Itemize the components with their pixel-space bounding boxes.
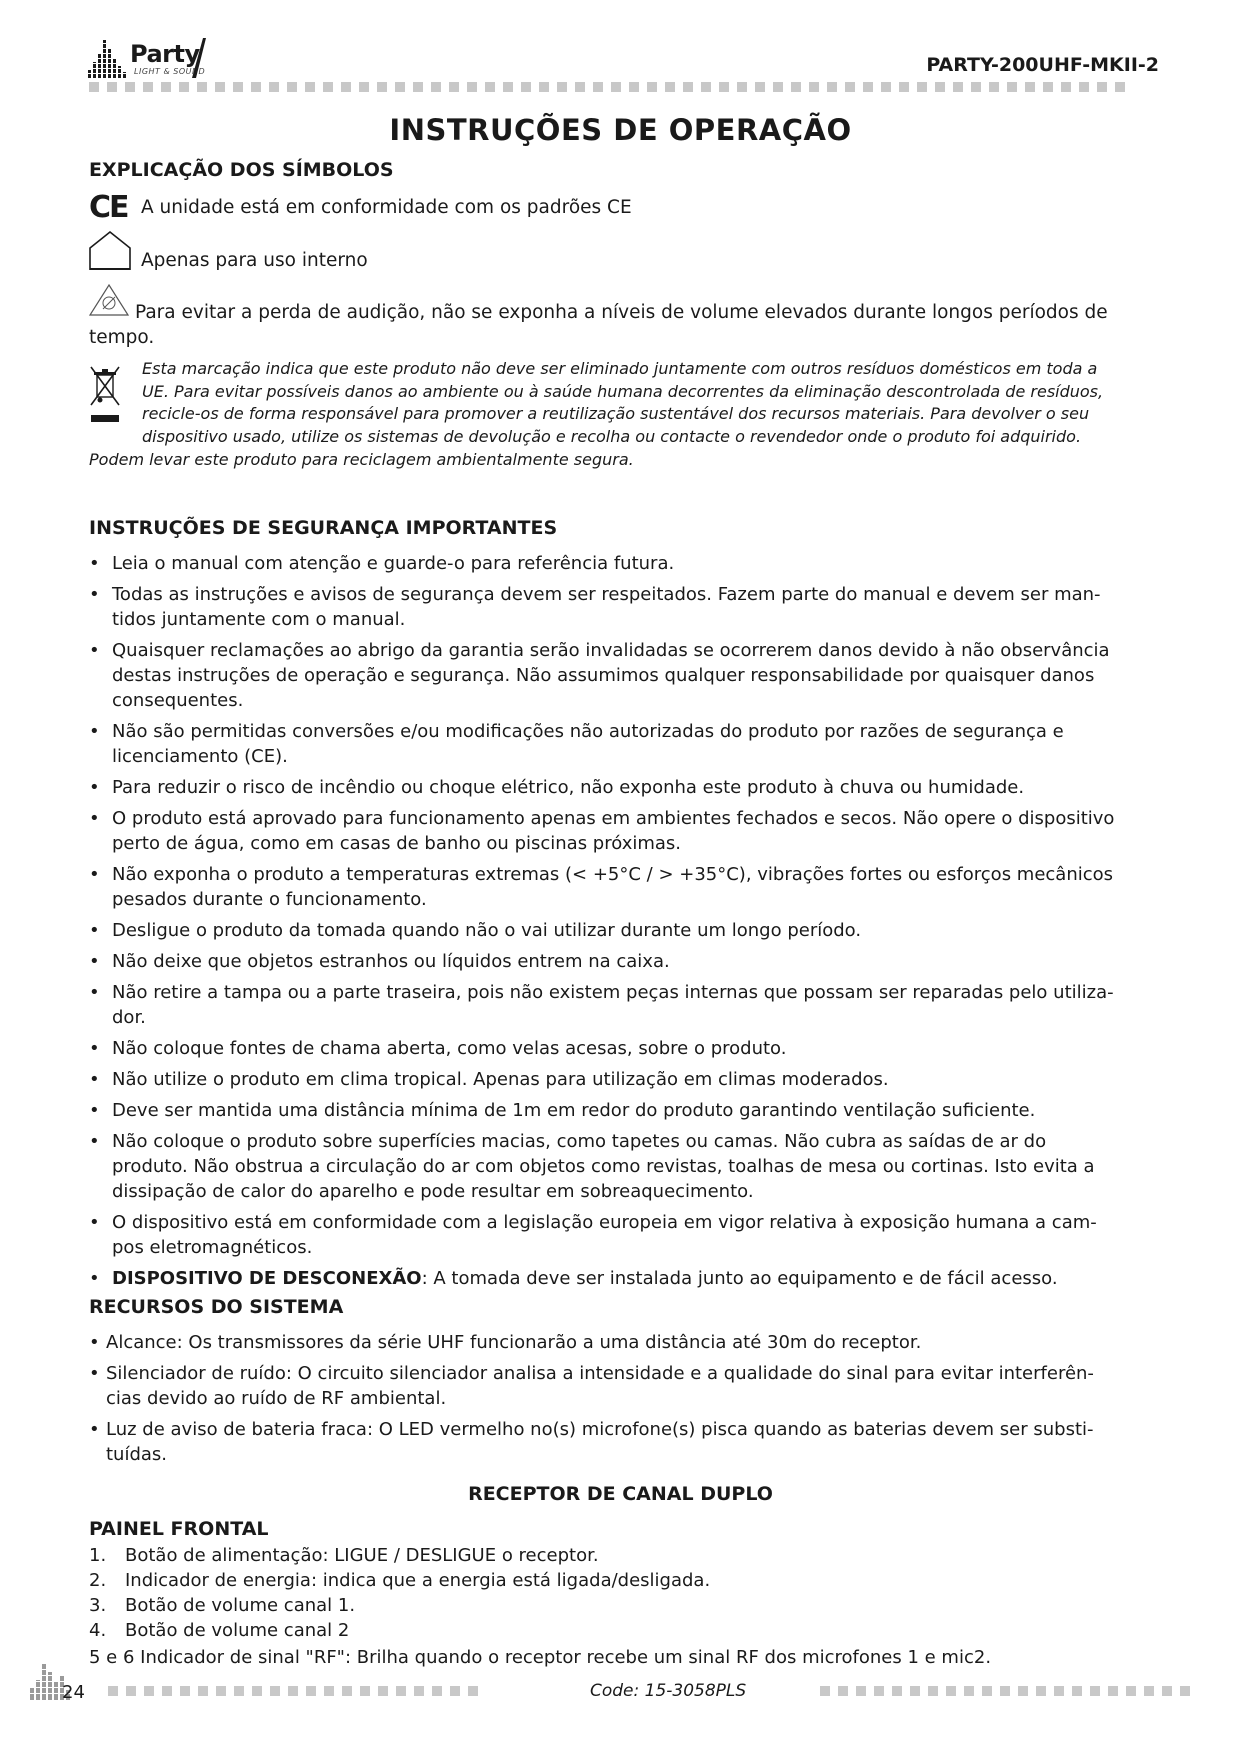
logo-wordmark: Party — [130, 40, 200, 68]
divider-square — [305, 82, 315, 92]
divider-square — [953, 82, 963, 92]
divider-square — [216, 1686, 226, 1696]
item-text: Indicador de energia: indica que a energia está ligada/desligada. — [125, 1570, 711, 1591]
safety-item — [89, 806, 1169, 856]
product-code: Code: 15-3058PLS — [590, 1681, 747, 1701]
hearing-warning-icon — [88, 282, 130, 318]
front-panel-item — [89, 1618, 710, 1643]
divider-square — [737, 82, 747, 92]
safety-item — [89, 980, 1169, 1030]
divider-square — [1018, 1686, 1028, 1696]
safety-item-line: perto de água, como em casas de banho ou piscinas próximas. — [112, 833, 682, 854]
divider-square — [1061, 82, 1071, 92]
indoor-use-icon — [88, 228, 132, 272]
divider-square — [910, 1686, 920, 1696]
divider-square — [341, 82, 351, 92]
divider-square — [126, 1686, 136, 1696]
divider-square — [107, 82, 117, 92]
safety-item — [89, 1210, 1169, 1260]
divider-square — [809, 82, 819, 92]
safety-item-line: • Não exponha o produto a temperaturas extremas (< +5°C / > +35°C), vibrações fortes ou esforços mecânicos — [112, 864, 1114, 885]
divider-square — [1108, 1686, 1118, 1696]
model-number: PARTY-200UHF-MKII-2 — [926, 54, 1159, 76]
divider-square — [935, 82, 945, 92]
divider-square — [215, 82, 225, 92]
divider-square — [899, 82, 909, 92]
item-number: 1. — [89, 1545, 107, 1566]
item-number: 4. — [89, 1620, 107, 1641]
safety-item-line: licenciamento (CE). — [112, 746, 288, 767]
divider-square — [467, 82, 477, 92]
divider-square — [414, 1686, 424, 1696]
divider-square — [557, 82, 567, 92]
safety-item-line: • Não coloque fontes de chama aberta, como velas acesas, sobre o produto. — [112, 1038, 787, 1059]
divider-square — [431, 82, 441, 92]
front-panel-heading: PAINEL FRONTAL — [89, 1518, 269, 1540]
hearing-warning-text-cont: tempo. — [89, 327, 155, 348]
divider-square — [198, 1686, 208, 1696]
divider-square — [378, 1686, 388, 1696]
safety-item-line: • Não retire a tampa ou a parte traseira, pois não existem peças internas que possam ser reparadas pelo utiliza- — [112, 982, 1114, 1003]
divider-square — [539, 82, 549, 92]
feature-item — [89, 1361, 1169, 1411]
safety-item-line: • O produto está aprovado para funcionamento apenas em ambientes fechados e secos. Não opere o dispositivo — [112, 808, 1115, 829]
item-number: 3. — [89, 1595, 107, 1616]
divider-square — [892, 1686, 902, 1696]
divider-square — [323, 82, 333, 92]
divider-square — [359, 82, 369, 92]
divider-square — [856, 1686, 866, 1696]
divider-square — [755, 82, 765, 92]
safety-item-last — [89, 1266, 1169, 1291]
divider-square — [820, 1686, 830, 1696]
divider-square — [234, 1686, 244, 1696]
divider-square — [1036, 1686, 1046, 1696]
safety-item-line: • O dispositivo está em conformidade com a legislação europeia em vigor relativa à exposição humana a cam- — [112, 1212, 1097, 1233]
divider-square — [928, 1686, 938, 1696]
equalizer-logo-icon — [88, 36, 128, 80]
front-panel-item — [89, 1568, 710, 1593]
divider-square — [377, 82, 387, 92]
divider-square — [287, 82, 297, 92]
divider-square — [270, 1686, 280, 1696]
divider-square — [845, 82, 855, 92]
divider-square — [683, 82, 693, 92]
divider-square — [917, 82, 927, 92]
divider-square — [1115, 82, 1125, 92]
safety-item-line: pos eletromagnéticos. — [112, 1237, 313, 1258]
item-text: Botão de alimentação: LIGUE / DESLIGUE o receptor. — [125, 1545, 599, 1566]
divider-square — [1144, 1686, 1154, 1696]
divider-square — [288, 1686, 298, 1696]
divider-square — [611, 82, 621, 92]
divider-square — [629, 82, 639, 92]
divider-square — [575, 82, 585, 92]
brand-logo — [88, 36, 228, 80]
safety-item-line: consequentes. — [112, 690, 244, 711]
divider-square — [342, 1686, 352, 1696]
divider-square — [1025, 82, 1035, 92]
divider-square — [647, 82, 657, 92]
safety-item — [89, 862, 1169, 912]
ce-description: A unidade está em conformidade com os padrões CE — [141, 197, 632, 218]
safety-item-line: pesados durante o funcionamento. — [112, 889, 427, 910]
divider-square — [946, 1686, 956, 1696]
divider-square — [1043, 82, 1053, 92]
divider-square — [1180, 1686, 1190, 1696]
footer-divider-right — [820, 1686, 1190, 1696]
safety-item-line: • Quaisquer reclamações ao abrigo da garantia serão invalidadas se ocorrerem danos devido à não observância — [112, 640, 1110, 661]
divider-square — [1162, 1686, 1172, 1696]
safety-item — [89, 551, 1169, 576]
divider-square — [143, 82, 153, 92]
feature-item-line: • Luz de aviso de bateria fraca: O LED vermelho no(s) microfone(s) pisca quando as baterias devem ser substi- — [106, 1419, 1094, 1440]
weee-line: UE. Para evitar possíveis danos ao ambiente ou à saúde humana decorrentes da eliminação descontrolada de resíduos, — [142, 381, 1104, 401]
safety-item-line: • Todas as instruções e avisos de segurança devem ser respeitados. Fazem parte do manual e devem ser man- — [112, 584, 1101, 605]
logo-slash-icon — [192, 38, 206, 78]
divider-square — [881, 82, 891, 92]
divider-square — [773, 82, 783, 92]
safety-item — [89, 918, 1169, 943]
safety-item — [89, 775, 1169, 800]
item-text: Botão de volume canal 2 — [125, 1620, 350, 1641]
divider-square — [197, 82, 207, 92]
symbols-heading: EXPLICAÇÃO DOS SÍMBOLOS — [89, 159, 394, 181]
features-heading: RECURSOS DO SISTEMA — [89, 1296, 344, 1318]
feature-item — [89, 1417, 1169, 1467]
feature-item — [89, 1330, 1169, 1355]
divider-square — [179, 82, 189, 92]
weee-line: dispositivo usado, utilize os sistemas de devolução e recolha ou contacte o revendedor onde o produto foi adquirido. — [142, 426, 1082, 446]
safety-item — [89, 949, 1169, 974]
divider-square — [108, 1686, 118, 1696]
ce-mark-icon: CE — [89, 190, 128, 225]
item-text: Botão de volume canal 1. — [125, 1595, 356, 1616]
divider-square — [665, 82, 675, 92]
divider-square — [360, 1686, 370, 1696]
feature-item-line: • Silenciador de ruído: O circuito silenciador analisa a intensidade e a qualidade do sinal para evitar interferên- — [106, 1363, 1094, 1384]
divider-square — [252, 1686, 262, 1696]
divider-square — [1054, 1686, 1064, 1696]
feature-item-line: • Alcance: Os transmissores da série UHF funcionarão a uma distância até 30m do receptor. — [106, 1332, 922, 1353]
feature-item-line: cias devido ao ruído de RF ambiental. — [106, 1388, 447, 1409]
divider-square — [1000, 1686, 1010, 1696]
divider-square — [874, 1686, 884, 1696]
safety-item — [89, 1129, 1169, 1204]
divider-square — [521, 82, 531, 92]
logo-tagline: LIGHT & SOUND — [134, 67, 206, 76]
divider-square — [468, 1686, 478, 1696]
divider-square — [432, 1686, 442, 1696]
safety-item-line: • Não coloque o produto sobre superfícies macias, como tapetes ou camas. Não cubra as saídas de ar do — [112, 1131, 1047, 1152]
hearing-warning-text: Para evitar a perda de audição, não se exponha a níveis de volume elevados durante longos períodos de — [135, 302, 1108, 323]
divider-square — [719, 82, 729, 92]
front-panel-item — [89, 1593, 710, 1618]
divider-square — [1079, 82, 1089, 92]
safety-item-line: • Desligue o produto da tomada quando não o vai utilizar durante um longo período. — [112, 920, 862, 941]
safety-item — [89, 638, 1169, 713]
page-title: INSTRUÇÕES DE OPERAÇÃO — [389, 113, 852, 147]
weee-line: recicle-os de forma responsável para promover a reutilização sustentável dos recursos materiais. Para devolver o seu — [142, 404, 1090, 423]
divider-square — [396, 1686, 406, 1696]
divider-square — [306, 1686, 316, 1696]
front-panel-list — [89, 1543, 710, 1643]
safety-item-line: • Não utilize o produto em clima tropical. Apenas para utilização em climas moderados. — [112, 1069, 889, 1090]
safety-item-line: • Não deixe que objetos estranhos ou líquidos entrem na caixa. — [112, 951, 670, 972]
feature-item-line: tuídas. — [106, 1444, 168, 1465]
divider-square — [161, 82, 171, 92]
divider-square — [701, 82, 711, 92]
divider-square — [450, 1686, 460, 1696]
safety-item — [89, 582, 1169, 632]
divider-square — [162, 1686, 172, 1696]
safety-item — [89, 1098, 1169, 1123]
safety-item — [89, 719, 1169, 769]
divider-square — [485, 82, 495, 92]
weee-description — [142, 358, 1182, 448]
disconnect-label: DISPOSITIVO DE DESCONEXÃO — [112, 1268, 422, 1289]
weee-recycle-note: Podem levar este produto para reciclagem ambientalmente segura. — [89, 450, 634, 469]
divider-square — [982, 1686, 992, 1696]
divider-square — [251, 82, 261, 92]
divider-square — [269, 82, 279, 92]
divider-square — [971, 82, 981, 92]
indoor-description: Apenas para uso interno — [141, 250, 368, 271]
safety-item-line: • Para reduzir o risco de incêndio ou choque elétrico, não exponha este produto à chuva ou humidade. — [112, 777, 1025, 798]
safety-item — [89, 1036, 1169, 1061]
divider-square — [964, 1686, 974, 1696]
safety-item-line: • Deve ser mantida uma distância mínima de 1m em redor do produto garantindo ventilação suficiente. — [112, 1100, 1036, 1121]
safety-item-line: • Leia o manual com atenção e guarde-o para referência futura. — [112, 553, 675, 574]
divider-square — [324, 1686, 334, 1696]
divider-square — [144, 1686, 154, 1696]
divider-square — [1097, 82, 1107, 92]
divider-square — [395, 82, 405, 92]
divider-square — [449, 82, 459, 92]
divider-square — [89, 82, 99, 92]
receiver-heading: RECEPTOR DE CANAL DUPLO — [468, 1483, 773, 1505]
divider-square — [1090, 1686, 1100, 1696]
divider-square — [989, 82, 999, 92]
safety-list — [89, 551, 1169, 1297]
weee-bin-icon — [89, 365, 121, 427]
divider-square — [233, 82, 243, 92]
safety-item-line: dor. — [112, 1007, 146, 1028]
safety-item-line: • Não são permitidas conversões e/ou modificações não autorizadas do produto por razões de segurança e — [112, 721, 1064, 742]
divider-square — [1126, 1686, 1136, 1696]
divider-square — [838, 1686, 848, 1696]
safety-item-line: produto. Não obstrua a circulação do ar com objetos como revistas, toalhas de mesa ou cortinas. Isto evita a — [112, 1156, 1095, 1177]
disconnect-text: : A tomada deve ser instalada junto ao equipamento e de fácil acesso. — [421, 1268, 1058, 1289]
divider-square — [1072, 1686, 1082, 1696]
divider-square — [827, 82, 837, 92]
front-panel-item — [89, 1543, 710, 1568]
header-divider — [89, 82, 1125, 92]
divider-square — [1007, 82, 1017, 92]
divider-square — [125, 82, 135, 92]
divider-square — [593, 82, 603, 92]
rf-indicator-text: 5 e 6 Indicador de sinal "RF": Brilha quando o receptor recebe um sinal RF dos microfones 1 e mic2. — [89, 1647, 992, 1668]
divider-square — [791, 82, 801, 92]
page-number: 24 — [62, 1682, 85, 1703]
safety-heading: INSTRUÇÕES DE SEGURANÇA IMPORTANTES — [89, 517, 558, 539]
safety-item-line: tidos juntamente com o manual. — [112, 609, 406, 630]
safety-item-line: dissipação de calor do aparelho e pode resultar em sobreaquecimento. — [112, 1181, 754, 1202]
safety-item — [89, 1067, 1169, 1092]
item-number: 2. — [89, 1570, 107, 1591]
divider-square — [503, 82, 513, 92]
footer-divider-left — [108, 1686, 478, 1696]
weee-line: Esta marcação indica que este produto não deve ser eliminado juntamente com outros resíduos domésticos em toda a — [142, 359, 1098, 378]
safety-item-line: destas instruções de operação e segurança. Não assumimos qualquer responsabilidade por quaisquer danos — [112, 665, 1095, 686]
features-list — [89, 1330, 1169, 1473]
divider-square — [863, 82, 873, 92]
divider-square — [180, 1686, 190, 1696]
divider-square — [413, 82, 423, 92]
